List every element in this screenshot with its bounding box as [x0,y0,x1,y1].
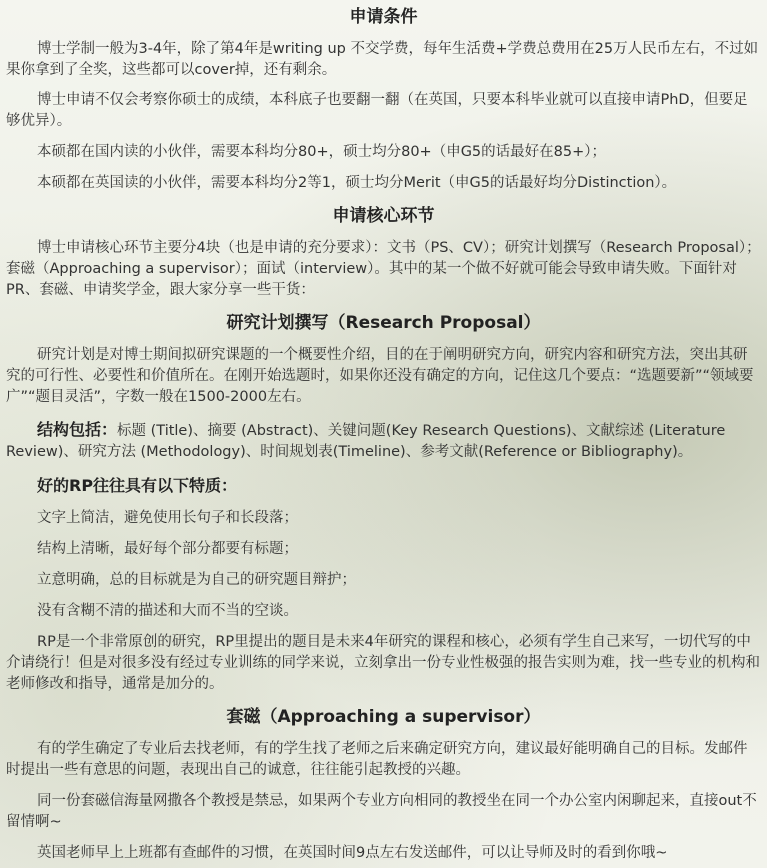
trait-item: 结构上清晰，最好每个部分都要有标题； [37,541,298,557]
trait-item: 文字上简洁，避免使用长句子和长段落； [37,510,298,526]
paragraph: 博士申请核心环节主要分4块（也是申请的充分要求）：文书（PS、CV）；研究计划撰写（Research Proposal）；套磁（Approaching a supervisor）；面试（interview）。其中的某一个做不好就可能会导致申请失败。下面针对PR、套磁、申请奖学金，跟大家分享一些干货： [6,240,761,298]
structure-text: 标题 (Title)、摘要 (Abstract)、关键问题(Key Research Questions)、文献综述 (Literature Review)、研究方法 (Methodology)、时间规划表(Timeline)、参考文献(Reference or Bibliography)。 [6,423,726,460]
paragraph: 博士学制一般为3-4年，除了第4年是writing up 不交学费，每年生活费+学费总费用在25万人民币左右，不过如果你拿到了全奖，这些都可以cover掉，还有剩余。 [6,41,759,78]
paragraph: 本硕都在英国读的小伙伴，需要本科均分2等1，硕士均分Merit（申G5的话最好均分Distinction）。 [37,175,677,191]
good-rp-heading: 好的RP往往具有以下特质： [37,476,238,495]
section-title-conditions: 申请条件 [349,7,418,27]
paragraph: 博士申请不仅会考察你硕士的成绩，本科底子也要翻一翻（在英国，只要本科毕业就可以直接申请PhD，但要足够优异）。 [6,92,748,129]
trait-item: 没有含糊不清的描述和大而不当的空谈。 [37,603,298,619]
structure-label: 结构包括： [37,420,118,439]
paragraph: RP是一个非常原创的研究，RP里提出的题目是未来4年研究的课程和核心，必须有学生自己来写，一切代写的中介请绕行！但是对很多没有经过专业训练的同学来说，立刻拿出一份专业性极强的报告实则为难，找一些专业的机构和老师修改和指导，通常是加分的。 [6,634,760,692]
section-title-core: 申请核心环节 [332,206,435,226]
section-title-research-proposal: 研究计划撰写（Research Proposal） [226,313,541,333]
paragraph: 同一份套磁信海量网撒各个教授是禁忌，如果两个专业方向相同的教授坐在同一个办公室内闲聊起来，直接out不留情啊~ [6,793,757,830]
paragraph: 英国老师早上上班都有查邮件的习惯，在英国时间9点左右发送邮件，可以让导师及时的看到你哦~ [37,845,668,861]
trait-item: 立意明确，总的目标就是为自己的研究题目辩护； [37,572,356,588]
structure-paragraph [6,419,761,463]
paragraph: 研究计划是对博士期间拟研究课题的一个概要性介绍，目的在于阐明研究方向，研究内容和研究方法，突出其研究的可行性、必要性和价值所在。在刚开始选题时，如果你还没有确定的方向，记住这几个要点：“选题要新”“领域要广”“题目灵活”，字数一般在1500-2000左右。 [6,347,754,405]
paragraph: 有的学生确定了专业后去找老师，有的学生找了老师之后来确定研究方向，建议最好能明确自己的目标。发邮件时提出一些有意思的问题，表现出自己的诚意，往往能引起教授的兴趣。 [6,741,748,778]
section-title-supervisor: 套磁（Approaching a supervisor） [226,707,541,727]
paragraph: 本硕都在国内读的小伙伴，需要本科均分80+，硕士均分80+（申G5的话最好在85+）； [37,144,607,160]
